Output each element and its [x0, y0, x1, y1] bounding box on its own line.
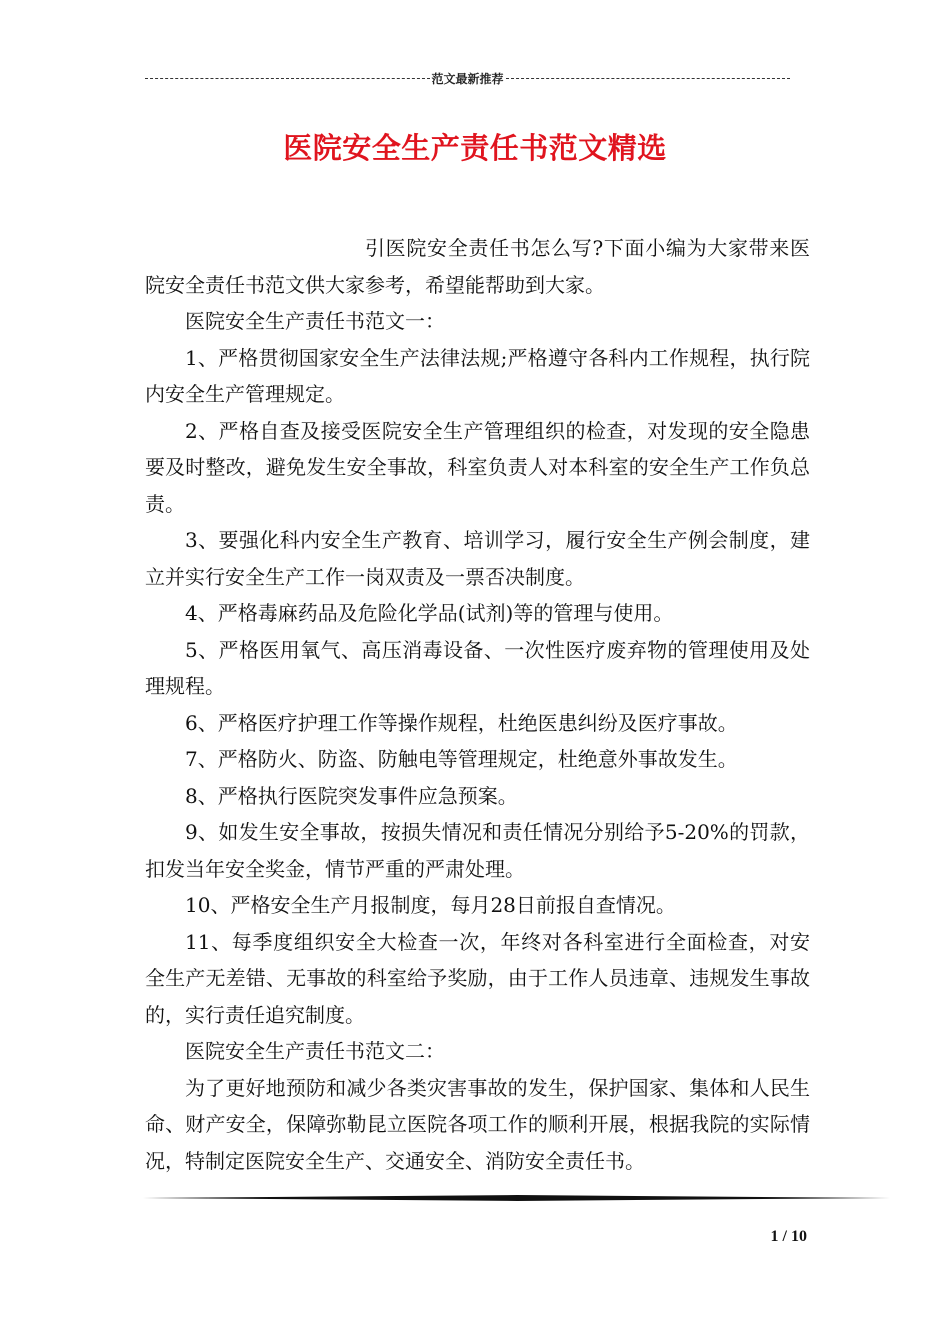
paragraph: 9、如发生安全事故，按损失情况和责任情况分别给予5-20%的罚款，扣发当年安全奖金，情节严重的严肃处理。	[145, 820, 810, 881]
paragraph: 10、严格安全生产月报制度，每月28日前报自查情况。	[185, 893, 676, 917]
paragraph: 为了更好地预防和减少各类灾害事故的发生，保护国家、集体和人民生命、财产安全，保障弥勒昆立医院各项工作的顺利开展，根据我院的实际情况，特制定医院安全生产、交通安全、消防安全责任书。	[145, 1075, 810, 1173]
paragraph: 6、严格医疗护理工作等操作规程，杜绝医患纠纷及医疗事故。	[185, 710, 738, 735]
paragraph: 1、严格贯彻国家安全生产法律法规;严格遵守各科内工作规程，执行院内安全生产管理规定。	[145, 345, 810, 406]
document-body	[145, 230, 810, 1179]
header-dash-right	[506, 78, 791, 79]
paragraph: 11、每季度组织安全大检查一次，年终对各科室进行全面检查，对安全生产无差错、无事故的科室给予奖励，由于工作人员违章、违规发生事故的，实行责任追究制度。	[145, 929, 810, 1027]
header-dash-left	[145, 78, 430, 79]
paragraph-intro: 引医院安全责任书怎么写?下面小编为大家带来医院安全责任书范文供大家参考，希望能帮助到大家。	[145, 236, 810, 297]
paragraph: 2、严格自查及接受医院安全生产管理组织的检查，对发现的安全隐患要及时整改，避免发生安全事故，科室负责人对本科室的安全生产工作负总责。	[145, 418, 810, 516]
paragraph: 3、要强化科内安全生产教育、培训学习，履行安全生产例会制度，建立并实行安全生产工作一岗双责及一票否决制度。	[145, 528, 810, 589]
paragraph: 4、严格毒麻药品及危险化学品(试剂)等的管理与使用。	[185, 601, 674, 625]
header-banner	[145, 68, 790, 88]
paragraph: 8、严格执行医院突发事件应急预案。	[185, 783, 518, 808]
document-title: 医院安全生产责任书范文精选	[283, 131, 667, 165]
paragraph: 5、严格医用氧气、高压消毒设备、一次性医疗废弃物的管理使用及处理规程。	[145, 637, 810, 698]
section-heading-1: 医院安全生产责任书范文一：	[185, 309, 445, 333]
section-heading-2: 医院安全生产责任书范文二：	[185, 1039, 445, 1063]
page-number: 1 / 10	[770, 1228, 807, 1245]
header-label: 范文最新推荐	[431, 71, 504, 86]
paragraph: 7、严格防火、防盗、防触电等管理规定，杜绝意外事故发生。	[185, 747, 738, 771]
footer-divider	[143, 1193, 891, 1207]
